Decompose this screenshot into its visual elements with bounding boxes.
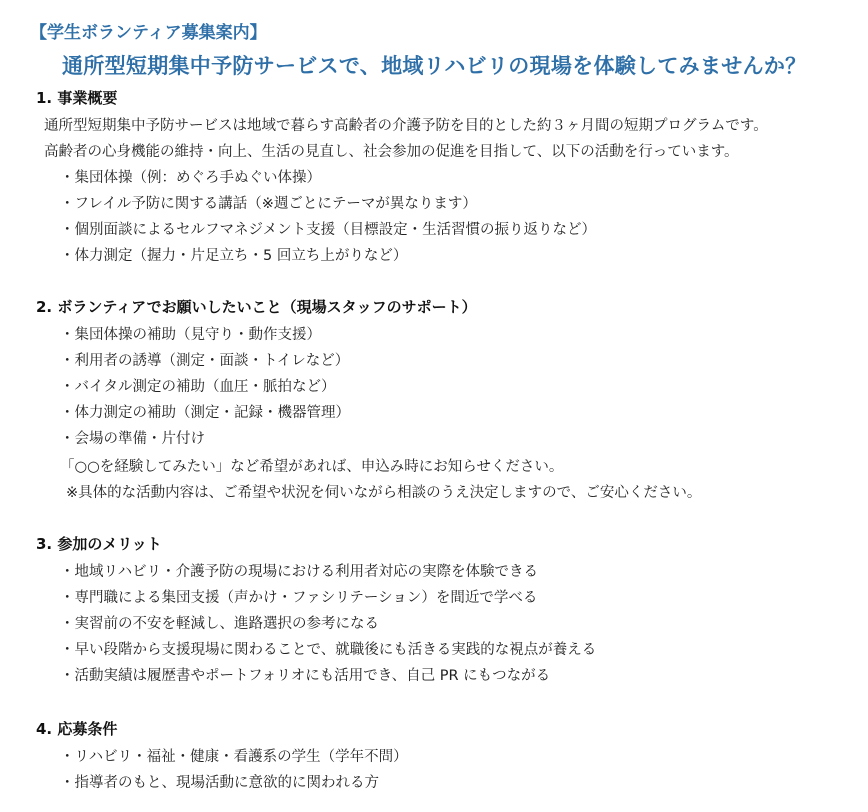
section-heading-volunteer-tasks: 2. ボランティアでお願いしたいこと（現場スタッフのサポート） bbox=[36, 298, 477, 316]
page-title: 通所型短期集中予防サービスで、地域リハビリの現場を体験してみませんか？ bbox=[62, 54, 807, 78]
list-item: ・リハビリ・福祉・健康・看護系の学生（学年不問） bbox=[60, 749, 408, 765]
list-item: ・地域リハビリ・介護予防の現場における利用者対応の実際を体験できる bbox=[60, 564, 539, 580]
request-note: 「○○を経験してみたい」など希望があれば、申込み時にお知らせください。 bbox=[60, 459, 564, 475]
list-item: ・体力測定の補助（測定・記録・機器管理） bbox=[60, 405, 350, 421]
list-item: ・個別面談によるセルフマネジメント支援（目標設定・生活習慣の振り返りなど） bbox=[60, 222, 597, 238]
section-heading-overview: 1. 事業概要 bbox=[36, 89, 118, 107]
overview-paragraph: 高齢者の心身機能の維持・向上、生活の見直し、社会参加の促進を目指して、以下の活動を行っています。 bbox=[44, 144, 739, 160]
list-item: ・会場の準備・片付け bbox=[60, 431, 205, 447]
list-item: ・集団体操の補助（見守り・動作支援） bbox=[60, 327, 321, 343]
overview-paragraph: 通所型短期集中予防サービスは地域で暮らす高齢者の介護予防を目的とした約３ヶ月間の短期プログラムです。 bbox=[44, 118, 768, 134]
section-heading-benefits: 3. 参加のメリット bbox=[36, 535, 162, 553]
list-item: ・体力測定（握力・片足立ち・5 回立ち上がりなど） bbox=[60, 248, 408, 264]
list-item: ・活動実績は履歴書やポートフォリオにも活用でき、自己 PR にもつながる bbox=[60, 668, 551, 684]
list-item: ・指導者のもと、現場活動に意欲的に関われる方 bbox=[60, 775, 379, 791]
list-item: ・利用者の誘導（測定・面談・トイレなど） bbox=[60, 353, 350, 369]
section-heading-eligibility: 4. 応募条件 bbox=[36, 720, 118, 738]
list-item: ・早い段階から支援現場に関わることで、就職後にも活きる実践的な視点が養える bbox=[60, 642, 597, 658]
list-item: ・フレイル予防に関する講話（※週ごとにテーマが異なります） bbox=[60, 196, 477, 212]
list-item: ・実習前の不安を軽減し、進路選択の参考になる bbox=[60, 616, 379, 632]
reassurance-note: ※具体的な活動内容は、ご希望や状況を伺いながら相談のうえ決定しますので、ご安心ください。 bbox=[66, 485, 702, 501]
list-item: ・集団体操（例：めぐろ手ぬぐい体操） bbox=[60, 170, 321, 186]
list-item: ・専門職による集団支援（声かけ・ファシリテーション）を間近で学べる bbox=[60, 590, 538, 606]
list-item: ・バイタル測定の補助（血圧・脈拍など） bbox=[60, 379, 336, 395]
recruitment-tag: 【学生ボランティア募集案内】 bbox=[30, 23, 267, 43]
